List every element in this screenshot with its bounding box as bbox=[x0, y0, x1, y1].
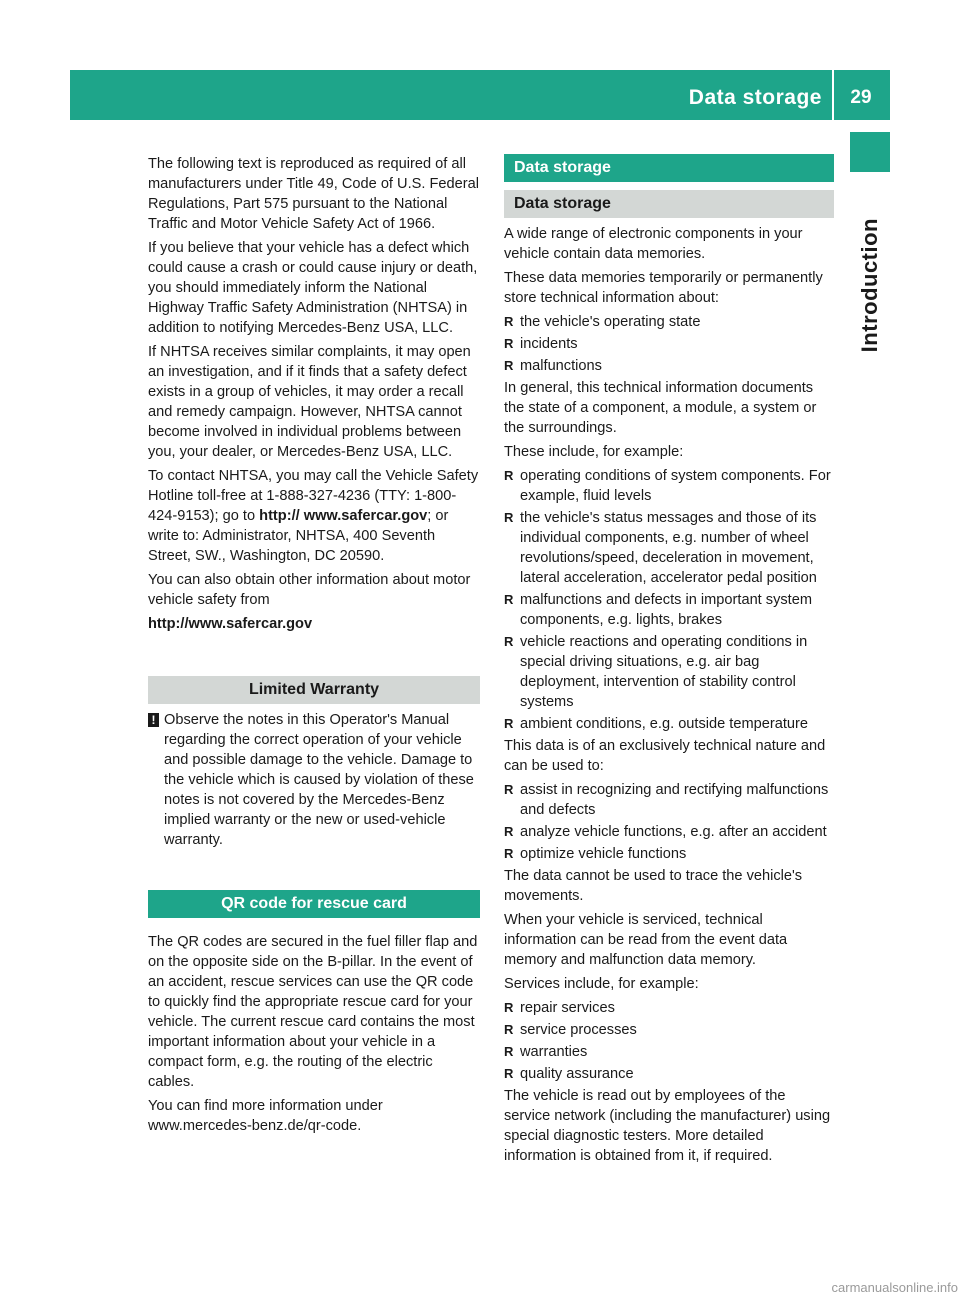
paragraph: If you believe that your vehicle has a defect which could cause a crash or could cause injury or death, you should immediately inform the National Highway Traffic Safety Administration (NHTSA) in addition to notifying Mercedes-Benz USA, LLC. bbox=[148, 240, 478, 336]
section-tab-label: Introduction bbox=[857, 217, 882, 352]
list-item: R incidents bbox=[504, 334, 834, 354]
section-tab bbox=[840, 182, 900, 352]
list-item: R malfunctions bbox=[504, 356, 834, 376]
list-item: R optimize vehicle functions bbox=[504, 844, 834, 864]
list-item: R warranties bbox=[504, 1042, 834, 1062]
list-item: R repair services bbox=[504, 998, 834, 1018]
right-column bbox=[504, 154, 834, 1170]
paragraph: When your vehicle is serviced, technical information can be read from the event data memory and malfunction data memory. bbox=[504, 912, 788, 968]
list-item: R analyze vehicle functions, e.g. after an accident bbox=[504, 822, 834, 842]
paragraph: The vehicle is read out by employees of the service network (including the manufacturer) using special diagnostic testers. More detailed information is obtained from it, if required. bbox=[504, 1088, 831, 1164]
paragraph: You can also obtain other information about motor vehicle safety from bbox=[148, 572, 471, 608]
bullet-list bbox=[504, 780, 834, 864]
list-item: R the vehicle's operating state bbox=[504, 312, 834, 332]
spacer bbox=[148, 850, 480, 890]
paragraph: The data cannot be used to trace the vehicle's movements. bbox=[504, 868, 803, 904]
paragraph: You can find more information under www.mercedes-benz.de/qr-code. bbox=[148, 1098, 383, 1134]
bullet-list bbox=[504, 466, 834, 734]
paragraph: The QR codes are secured in the fuel filler flap and on the opposite side on the B-pillar. In the event of an accident, rescue services can use the QR code to quickly find the appropriate rescue card for your vehicle. The current rescue card contains the most important information about your vehicle in a compact form, e.g. the routing of the electric cables. bbox=[148, 934, 478, 1090]
list-item: R malfunctions and defects in important system components, e.g. lights, brakes bbox=[504, 590, 834, 630]
list-item: R service processes bbox=[504, 1020, 834, 1040]
qr-code-heading: QR code for rescue card bbox=[148, 890, 480, 918]
list-item: R the vehicle's status messages and those of its individual components, e.g. number of wheel revolutions/speed, deceleration in movement, lateral acceleration, accelerator pedal position bbox=[504, 508, 834, 588]
list-item: R ambient conditions, e.g. outside temperature bbox=[504, 714, 834, 734]
paragraph: Services include, for example: bbox=[504, 976, 699, 992]
warning-icon: ! bbox=[148, 713, 159, 727]
paragraph: In general, this technical information documents the state of a component, a module, a system or the surroundings. bbox=[504, 380, 817, 436]
page-number: 29 bbox=[850, 87, 872, 108]
list-item: R vehicle reactions and operating conditions in special driving situations, e.g. air bag deployment, intervention of stability control systems bbox=[504, 632, 834, 712]
warranty-text: Observe the notes in this Operator's Manual regarding the correct operation of your vehicle and possible damage to the vehicle. Damage to the vehicle which is caused by violation of these notes is not covered by the Mercedes-Benz implied warranty or the new or used-vehicle warranty. bbox=[164, 712, 474, 848]
watermark: carmanualsonline.info bbox=[831, 1280, 958, 1295]
paragraph: This data is of an exclusively technical nature and can be used to: bbox=[504, 738, 826, 774]
list-item: R quality assurance bbox=[504, 1064, 834, 1084]
paragraph: These data memories temporarily or permanently store technical information about: bbox=[504, 270, 823, 306]
page-title: Data storage bbox=[688, 86, 822, 109]
paragraph: The following text is reproduced as required of all manufacturers under Title 49, Code of U.S. Federal Regulations, Part 575 pursuant to the National Traffic and Motor Vehicle Safety Act of 1966. bbox=[148, 156, 479, 232]
safercar-link[interactable]: http:// www.safercar.gov bbox=[259, 508, 428, 524]
paragraph: If NHTSA receives similar complaints, it may open an investigation, and if it finds that a safety defect exists in a group of vehicles, it may order a recall and remedy campaign. However, NHTSA cannot become involved in individual problems between you, your dealer, or Mercedes-Benz USA, LLC. bbox=[148, 344, 471, 460]
header-separator bbox=[832, 70, 834, 120]
bullet-list bbox=[504, 998, 834, 1084]
paragraph: A wide range of electronic components in your vehicle contain data memories. bbox=[504, 226, 803, 262]
text: ; or write to: Administrator, NHTSA, 400 Seventh Street, SW., Washington, DC 20590. bbox=[148, 508, 449, 564]
list-item: R operating conditions of system components. For example, fluid levels bbox=[504, 466, 834, 506]
spacer bbox=[148, 638, 480, 676]
text: To contact NHTSA, you may call the Vehicle Safety Hotline toll-free at 1-888-327-4236 (TTY: 1-800-424-9153); go to bbox=[148, 468, 479, 524]
data-storage-heading: Data storage bbox=[504, 154, 834, 182]
safercar-link-2[interactable]: http://www.safercar.gov bbox=[148, 616, 313, 632]
paragraph: These include, for example: bbox=[504, 444, 684, 460]
bullet-list bbox=[504, 312, 834, 376]
left-column bbox=[148, 154, 480, 1140]
contact-paragraph bbox=[148, 466, 480, 566]
section-marker bbox=[850, 132, 890, 172]
list-item: R assist in recognizing and rectifying malfunctions and defects bbox=[504, 780, 834, 820]
data-storage-subheading: Data storage bbox=[504, 190, 834, 218]
limited-warranty-heading: Limited Warranty bbox=[148, 676, 480, 704]
warranty-note bbox=[148, 710, 480, 850]
